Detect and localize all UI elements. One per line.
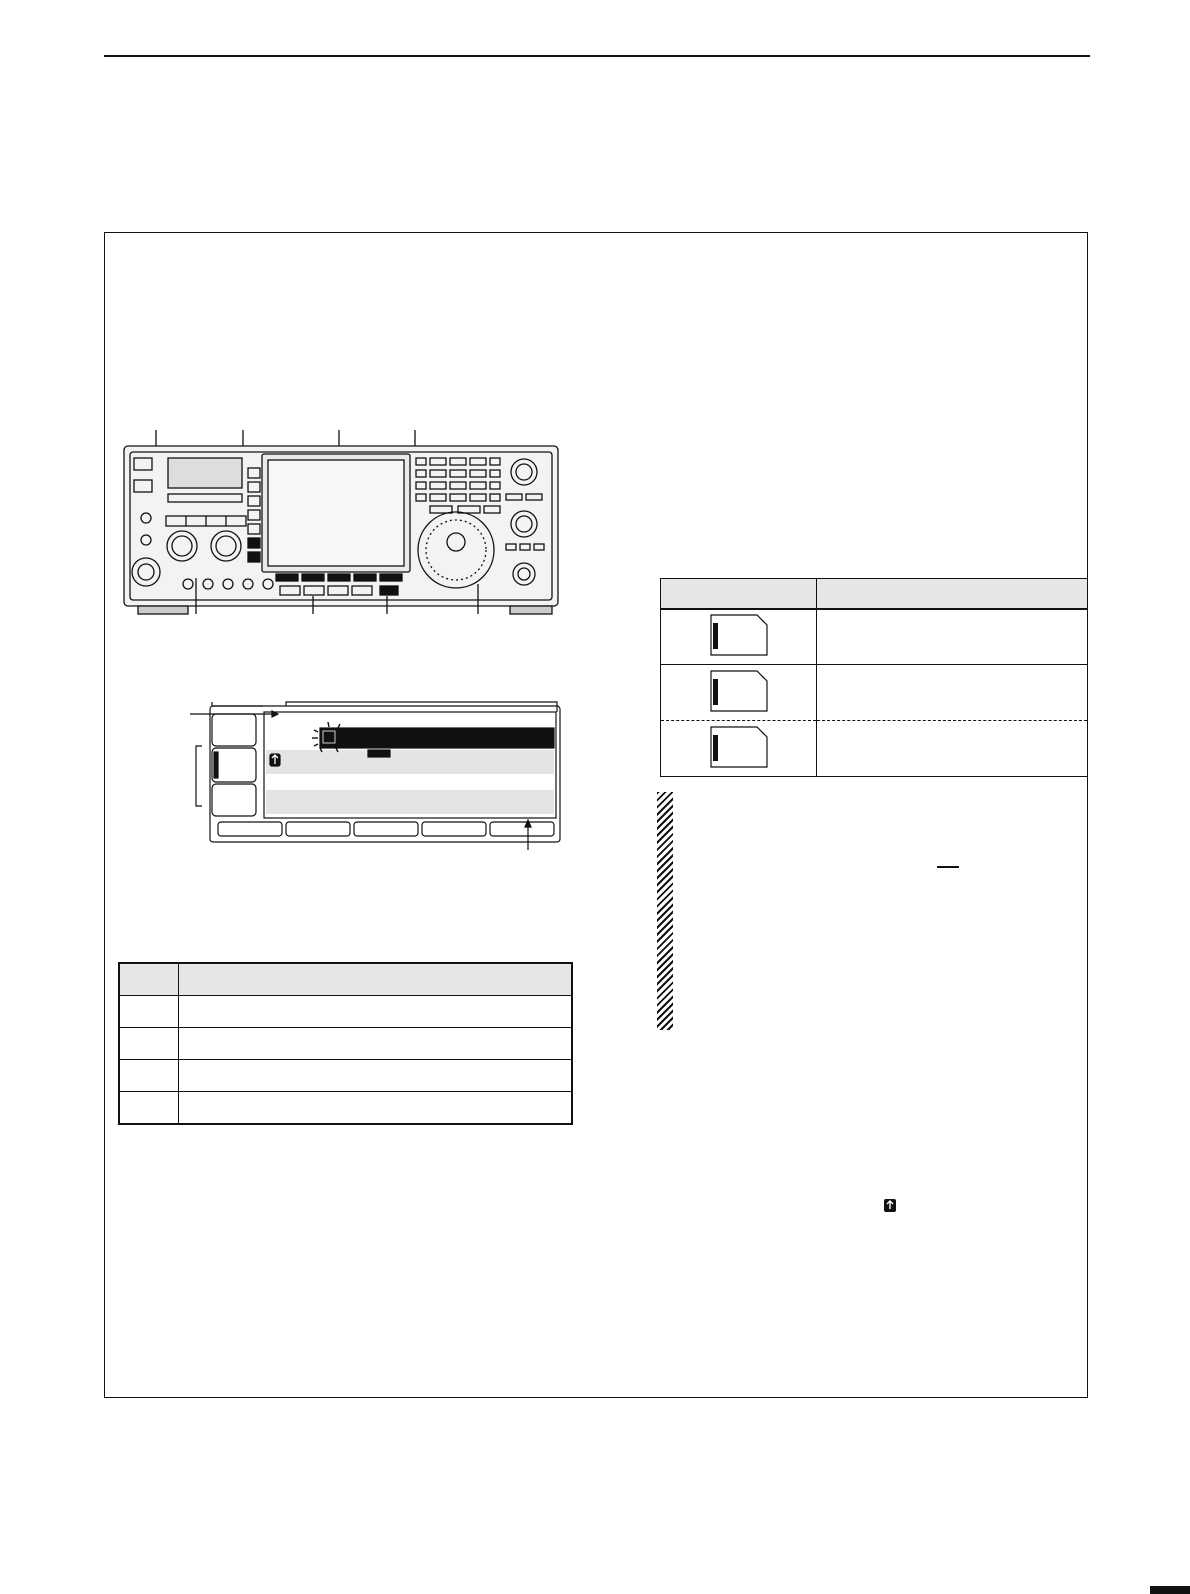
table-cell (179, 1092, 573, 1125)
table-row (119, 996, 572, 1028)
table-cell (179, 1060, 573, 1092)
header-rule (104, 55, 1090, 57)
memory-card-icon (709, 669, 769, 713)
table-header-row (119, 963, 572, 996)
display-screen-illustration (180, 700, 570, 850)
left-table (118, 962, 573, 1125)
lock-icon (884, 1198, 896, 1212)
lock-icon (270, 754, 280, 766)
table-header-row (661, 579, 1088, 609)
table-header-cell (119, 963, 179, 996)
table-header-cell (817, 579, 1088, 609)
note-hatch-bar (657, 792, 673, 1030)
table-row (661, 665, 1088, 721)
table-cell (179, 996, 573, 1028)
table-row (119, 1028, 572, 1060)
table-row (119, 1060, 572, 1092)
table-cell (119, 1092, 179, 1125)
memory-card-icon (709, 613, 769, 657)
table-cell (179, 1028, 573, 1060)
memory-card-icon (709, 725, 769, 769)
table-row (661, 721, 1088, 777)
table-cell (817, 721, 1088, 777)
table-cell (119, 1060, 179, 1092)
table-cell (119, 996, 179, 1028)
page-tab (1150, 1586, 1190, 1594)
table-cell (817, 609, 1088, 665)
table-row (119, 1092, 572, 1125)
table-header-cell (661, 579, 817, 609)
table-header-cell (179, 963, 573, 996)
table-cell (119, 1028, 179, 1060)
transceiver-front-panel-illustration (110, 428, 580, 638)
table-cell (817, 665, 1088, 721)
card-table (660, 578, 1088, 777)
note-underline (937, 866, 959, 868)
table-row (661, 609, 1088, 665)
